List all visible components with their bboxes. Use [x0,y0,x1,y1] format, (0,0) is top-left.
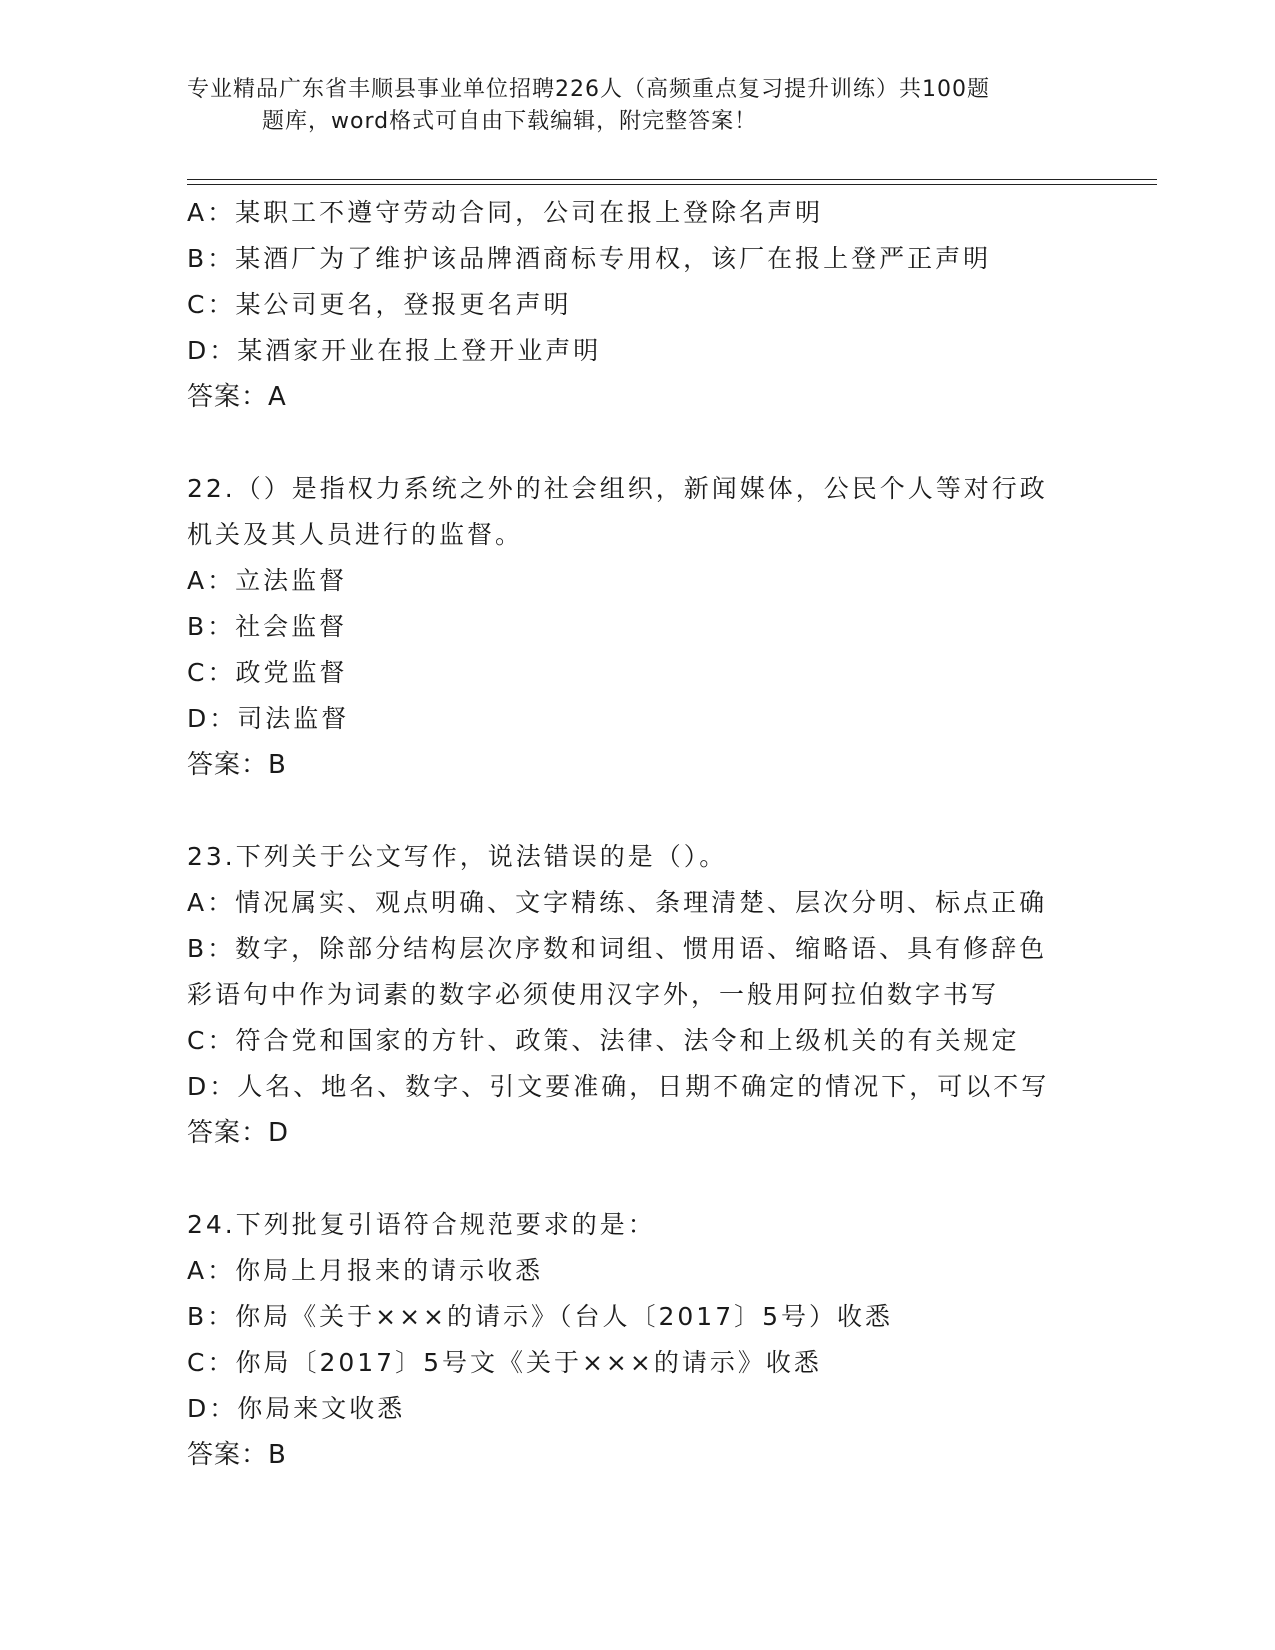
question-stem: 24.下列批复引语符合规范要求的是： [187,1210,656,1239]
answer: 答案：B [187,750,287,780]
question-list [187,190,1087,1478]
question-24 [187,1202,1087,1478]
option-b: B：数字，除部分结构层次序数和词组、惯用语、缩略语、具有修辞色 [187,934,1048,963]
option-a: A：情况属实、观点明确、文字精练、条理清楚、层次分明、标点正确 [187,888,1048,917]
answer: 答案：D [187,1118,290,1148]
option-d: D：某酒家开业在报上登开业声明 [187,336,602,365]
answer: 答案：A [187,382,287,412]
option-b-continued: 彩语句中作为词素的数字必须使用汉字外，一般用阿拉伯数字书写 [187,980,1000,1009]
header-rule-top [187,179,1157,180]
question-22 [187,466,1087,788]
question-21 [187,190,1087,420]
option-b: B：你局《关于×××的请示》（台人〔2017〕5号）收悉 [187,1302,894,1331]
option-a: A：某职工不遵守劳动合同，公司在报上登除名声明 [187,198,824,227]
question-23 [187,834,1087,1156]
option-c: C：你局〔2017〕5号文《关于×××的请示》收悉 [187,1348,822,1377]
option-b: B：社会监督 [187,612,348,641]
header-rule-bottom [187,184,1157,185]
option-d: D：人名、地名、数字、引文要准确，日期不确定的情况下，可以不写 [187,1072,1050,1101]
option-a: A：你局上月报来的请示收悉 [187,1256,544,1285]
spacer [187,788,1087,834]
option-c: C：某公司更名，登报更名声明 [187,290,572,319]
spacer [187,420,1087,466]
answer: 答案：B [187,1440,287,1470]
option-d: D：司法监督 [187,704,350,733]
spacer [187,1156,1087,1202]
option-a: A：立法监督 [187,566,348,595]
document-header [187,74,1067,138]
question-stem-continued: 机关及其人员进行的监督。 [187,520,524,549]
option-d: D：你局来文收悉 [187,1394,406,1423]
option-c: C：政党监督 [187,658,348,687]
question-stem: 23.下列关于公文写作，说法错误的是（）。 [187,842,728,871]
question-stem: 22.（）是指权力系统之外的社会组织，新闻媒体，公民个人等对行政 [187,474,1048,503]
header-title-line2: 题库，word格式可自由下载编辑，附完整答案！ [262,109,758,134]
header-title-line1: 专业精品广东省丰顺县事业单位招聘226人（高频重点复习提升训练）共100题 [187,77,990,102]
option-b: B：某酒厂为了维护该品牌酒商标专用权，该厂在报上登严正声明 [187,244,992,273]
option-c: C：符合党和国家的方针、政策、法律、法令和上级机关的有关规定 [187,1026,1020,1055]
